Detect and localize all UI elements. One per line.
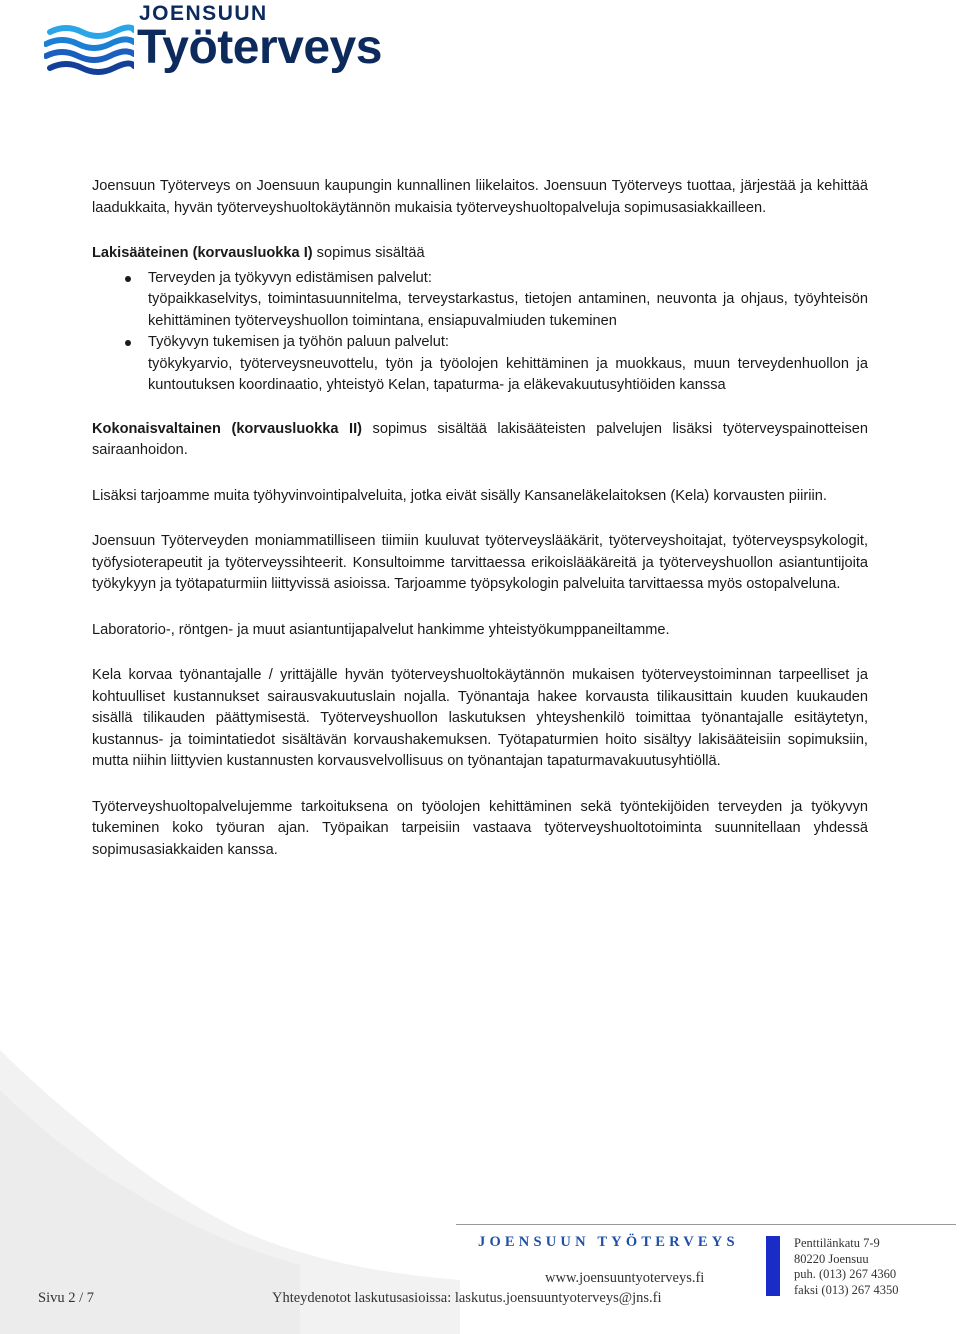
footer-website-link[interactable]: www.joensuuntyoterveys.fi (545, 1270, 705, 1286)
document-body (92, 176, 868, 885)
team-paragraph: Joensuun Työterveyden moniammatilliseen tiimiin kuuluvat työterveyslääkärit, työterveyshoitajat, työterveyspsykologit, työfysioterapeutit ja työterveyssihteerit. Konsultoimme tarvittaessa erikoislääkäreitä ja työterveyshuollon asiantuntijoita työkykyyn ja työtapaturmiin liittyvissä asioissa. Tarjoamme työpsykologin palveluita tarvittaessa myös ostopalveluna. (92, 533, 868, 592)
list-item-body: työkykyarvio, työterveysneuvottelu, työn ja työolojen kehittäminen ja muokkaus, muun terveydenhuollon ja kuntoutuksen koordinaatio, yhteistyö Kelan, tapaturma- ja eläkevakuutusyhtiöiden kanssa (148, 355, 868, 393)
page-number: Sivu 2 / 7 (38, 1290, 94, 1306)
comprehensive-paragraph (92, 419, 868, 462)
statutory-list (92, 268, 868, 397)
logo-main-text: Työterveys (137, 21, 382, 74)
kela-paragraph: Kela korvaa työnantajalle / yrittäjälle hyvän työterveyshuoltokäytännön mukaisen työterveystoiminnan tarpeelliset ja kohtuulliset kustannukset sairausvakuutuslain nojalla. Työnantaja hakee korvausta tilikausittain kuuden kuukauden sisällä tilikauden päättymisestä. Työterveyshuollon laskutuksen yhteyshenkilö toimittaa työnantajalle esitäytetyn, kustannus- ja toimintatiedot sisältävän korvaushakemuksen. Työtapaturmien hoito sisältyy lakisääteisiin sopimuksiin, mutta niihin liittyvien kustannusten korvausvelvollisuus on työnantajan tapaturmavakuutusyhtiöllä. (92, 667, 868, 769)
address-city: 80220 Joensuu (794, 1251, 869, 1266)
comprehensive-bold: Kokonaisvaltainen (korvausluokka II) (92, 420, 363, 437)
logo (44, 2, 424, 84)
partners-paragraph: Laboratorio-, röntgen- ja muut asiantuntijapalvelut hankimme yhteistyökumppaneiltamme. (92, 621, 670, 638)
list-item (92, 268, 868, 333)
footer-address (794, 1236, 899, 1298)
comprehensive-rest: sopimus sisältää lakisääteisten palvelujen lisäksi työterveyspainotteisen sairaanhoidon. (92, 420, 869, 458)
address-fax: faksi (013) 267 4350 (794, 1282, 899, 1297)
footer-accent-bar (766, 1236, 780, 1296)
additional-paragraph: Lisäksi tarjoamme muita työhyvinvointipalveluita, jotka eivät sisälly Kansaneläkelaitoksen (Kela) korvausten piiriin. (92, 487, 827, 504)
list-item-head: Terveyden ja työkyvyn edistämisen palvelut: (148, 269, 432, 286)
footer-brand: JOENSUUN TYÖTERVEYS (478, 1234, 739, 1250)
logo-top-text: JOENSUUN (139, 2, 268, 25)
footer-divider (456, 1224, 956, 1225)
list-item (92, 332, 868, 397)
intro-paragraph: Joensuun Työterveys on Joensuun kaupungin kunnallinen liikelaitos. Joensuun Työterveys tuottaa, järjestää ja kehittää laadukkaita, hyvän työterveyshuoltokäytännön mukaisia työterveyshuoltopalveluja sopimusasiakkailleen. (92, 178, 868, 216)
footer-billing-contact: Yhteydenotot laskutusasioissa: laskutus.joensuuntyoterveys@jns.fi (272, 1290, 662, 1306)
list-item-head: Työkyvyn tukemisen ja työhön paluun palvelut: (148, 334, 449, 350)
purpose-paragraph: Työterveyshuoltopalvelujemme tarkoituksena on työolojen kehittäminen sekä työntekijöiden terveyden ja työkyvyn tukeminen koko työuran ajan. Työpaikan tarpeisiin vastaava työterveyshuoltotoiminta suunnitellaan yhdessä sopimusasiakkaiden kanssa. (92, 798, 868, 858)
wave-logo-icon (44, 22, 134, 84)
statutory-rest: sopimus sisältää (312, 245, 425, 261)
statutory-heading (92, 243, 868, 265)
address-phone: puh. (013) 267 4360 (794, 1267, 897, 1281)
statutory-bold: Lakisääteinen (korvausluokka I) (92, 245, 313, 261)
list-item-body: työpaikkaselvitys, toimintasuunnitelma, terveystarkastus, tietojen antaminen, neuvonta ja ohjaus, työyhteisön kehittäminen työterveyshuollon toimintana, ensiapuvalmiuden tukeminen (148, 291, 868, 329)
address-street: Penttilänkatu 7-9 (794, 1236, 880, 1250)
